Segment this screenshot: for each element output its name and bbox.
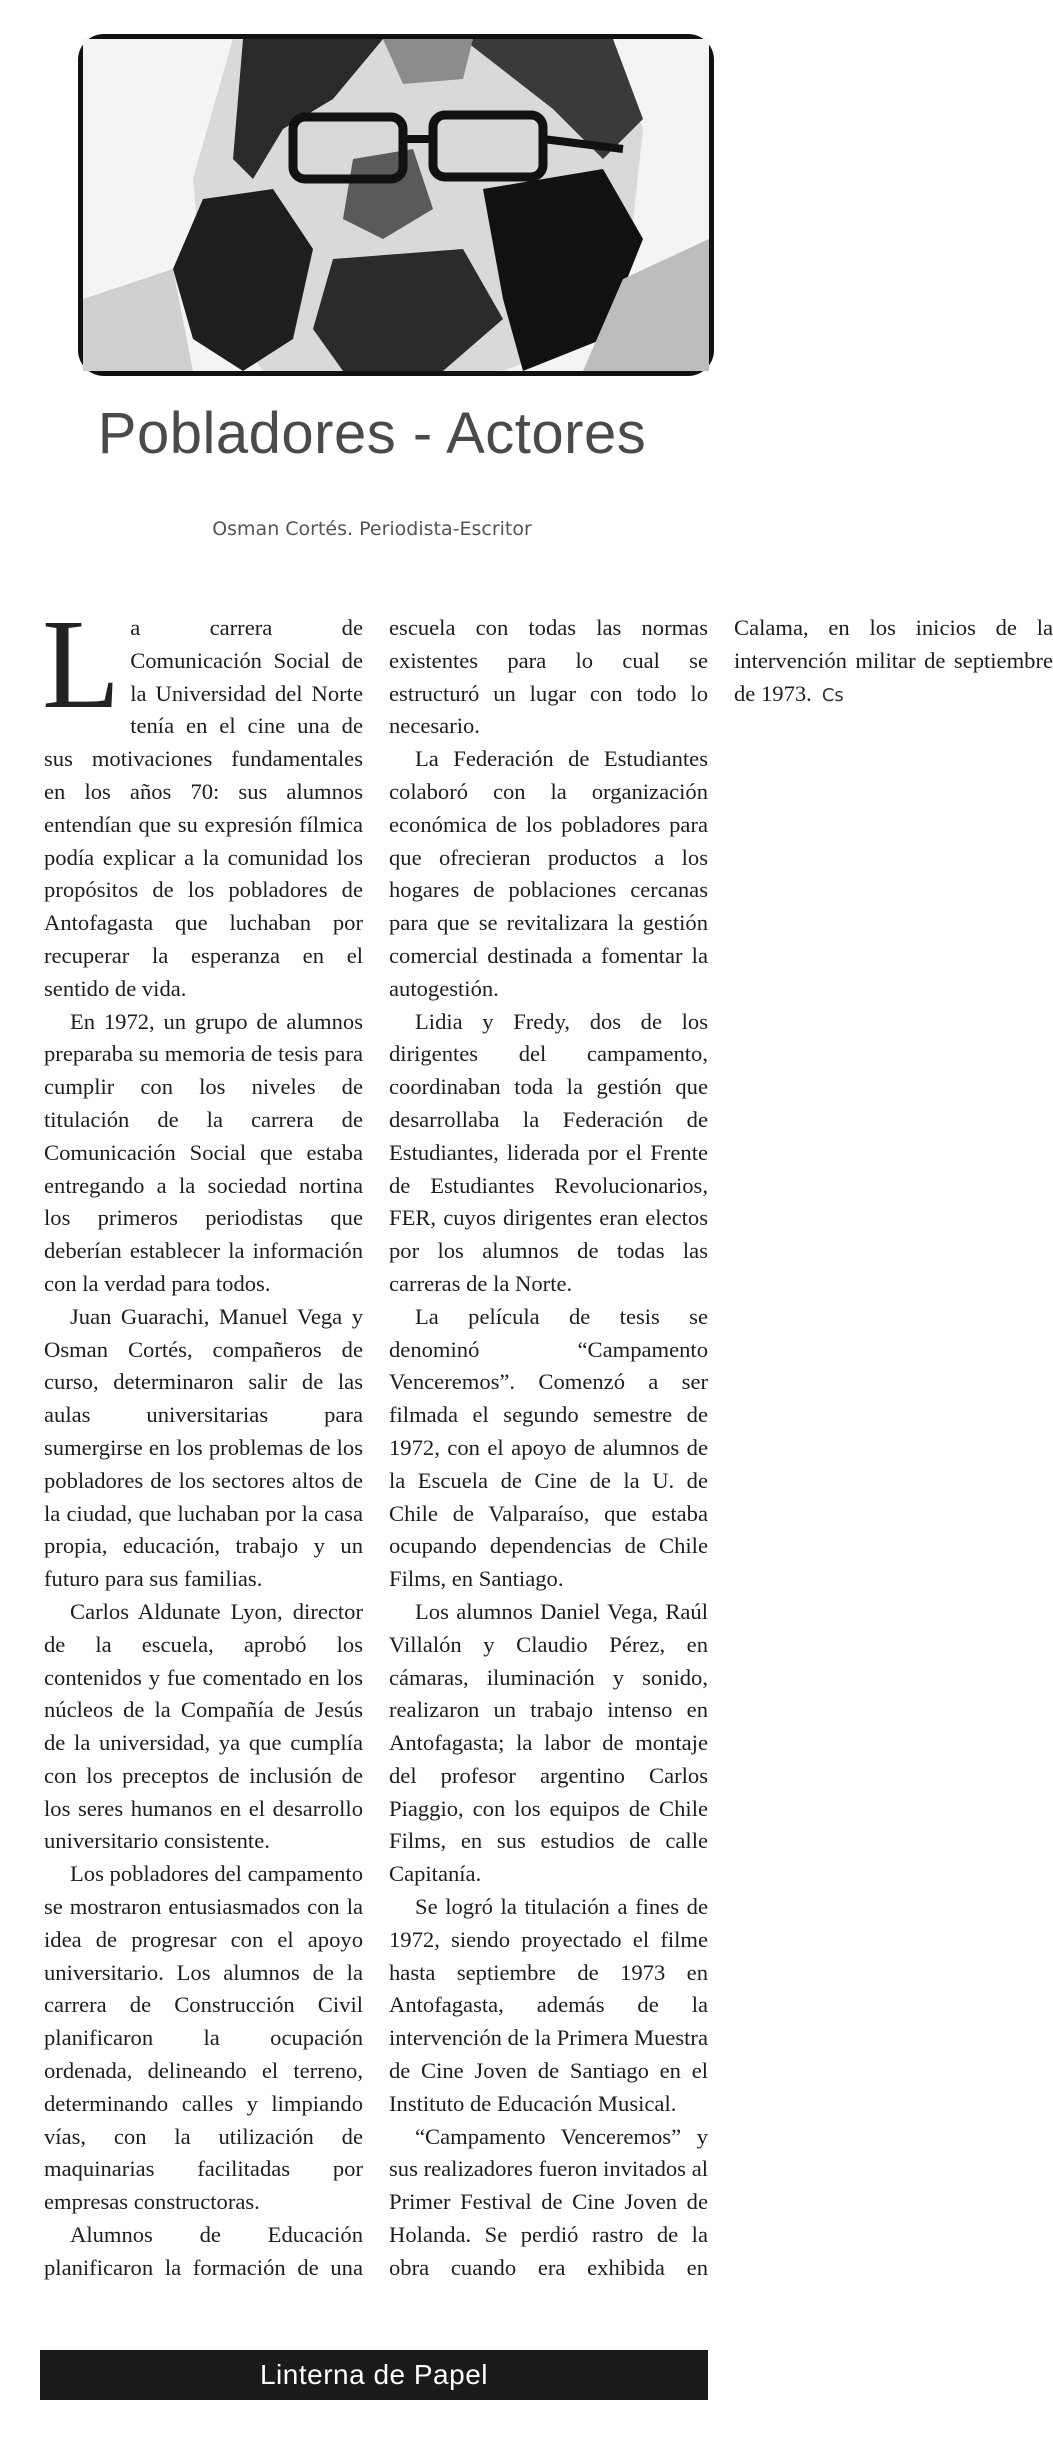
paragraph-12-text: “Campamento Venceremos” y sus realizadores fueron invitados al Primer Festival de Cine Joven de Holanda. Se perdió rastro de la obra cuando era exhibida en Calama, en los inicios de la intervención militar de septiembre de 1973. xyxy=(389,615,1053,2280)
article-title: Pobladores - Actores xyxy=(97,401,647,466)
section-footer xyxy=(40,2350,708,2400)
paragraph-6: Alumnos de Educación planificaron la formación de una escuela con todas las normas existentes para lo cual se estructuró un lugar con todo lo necesario. xyxy=(44,615,708,2280)
end-mark: Cs xyxy=(821,684,844,706)
paragraph-1-text: a carrera de Comunicación Social de la Universidad del Norte tenía en el cine una de sus motivaciones fundamentales en los años 70: sus alumnos entendían que su expresión fílmica podía explicar a la comunidad los propósitos de los pobladores de Antofagasta que luchaban por recuperar la esperanza en el sentido de vida. xyxy=(44,615,363,1001)
paragraph-5: Los pobladores del campamento se mostraron entusiasmados con la idea de progresar con el apoyo universitario. Los alumnos de la carrera de Construcción Civil planificaron la ocupación ordenada, delineando el terreno, determinando calles y limpiando vías, con la utilización de maquinarias facilitadas por empresas constructoras. xyxy=(44,1861,364,2215)
paragraph-7: La Federación de Estudiantes colaboró con la organización económica de los pobladores para que ofrecieran productos a los hogares de poblaciones cercanas para que se revitalizara la gestión comercial destinada a fomentar la autogestión. xyxy=(389,746,708,1001)
paragraph-8: Lidia y Fredy, dos de los dirigentes del campamento, coordinaban toda la gestión que desarrollaba la Federación de Estudiantes, liderada por el Frente de Estudiantes Revolucionarios, FER, cuyos dirigentes eran electos por los alumnos de todas las carreras de la Norte. xyxy=(389,1008,708,1296)
paragraph-4: Carlos Aldunate Lyon, director de la escuela, aprobó los contenidos y fue comentado en los núcleos de la Compañía de Jesús de la universidad, ya que cumplía con los preceptos de inclusión de los seres humanos en el desarrollo universitario consistente. xyxy=(44,1598,363,1854)
article-body xyxy=(42,593,1053,2302)
paragraph-2: En 1972, un grupo de alumnos preparaba su memoria de tesis para cumplir con los niveles de titulación de la carrera de Comunicación Social que estaba entregando a la sociedad nortina los primeros periodistas que deberían establecer la información con la verdad para todos. xyxy=(44,1008,363,1296)
paragraph-9: La película de tesis se denominó “Campamento Venceremos”. Comenzó a ser filmada el segundo semestre de 1972, con el apoyo de alumnos de la Escuela de Cine de la U. de Chile de Valparaíso, que estaba ocupando dependencias de Chile Films, en Santiago. xyxy=(389,1303,708,1592)
footer-label: Linterna de Papel xyxy=(259,2359,488,2390)
drop-cap: L xyxy=(42,593,121,735)
paragraph-1 xyxy=(42,593,363,1006)
author-portrait xyxy=(78,34,714,376)
paragraph-10: Los alumnos Daniel Vega, Raúl Villalón y Claudio Pérez, en cámaras, iluminación y sonido, realizaron un trabajo intenso en Antofagasta; la labor de montaje del profesor argentino Carlos Piaggio, con los equipos de Chile Films, en sus estudios de calle Capitanía. xyxy=(389,1598,708,1887)
article-byline: Osman Cortés. Periodista-Escritor xyxy=(212,518,532,540)
paragraph-11: Se logró la titulación a fines de 1972, siendo proyectado el filme hasta septiembre de 1973 en Antofagasta, además de la intervención de la Primera Muestra de Cine Joven de Santiago en el Instituto de Educación Musical. xyxy=(389,1894,708,2116)
paragraph-3: Juan Guarachi, Manuel Vega y Osman Cortés, compañeros de curso, determinaron salir de las aulas universitarias para sumergirse en los problemas de los pobladores de los sectores altos de la ciudad, que luchaban por la casa propia, educación, trabajo y un futuro para sus familias. xyxy=(44,1303,363,1592)
portrait-illustration xyxy=(83,39,709,371)
